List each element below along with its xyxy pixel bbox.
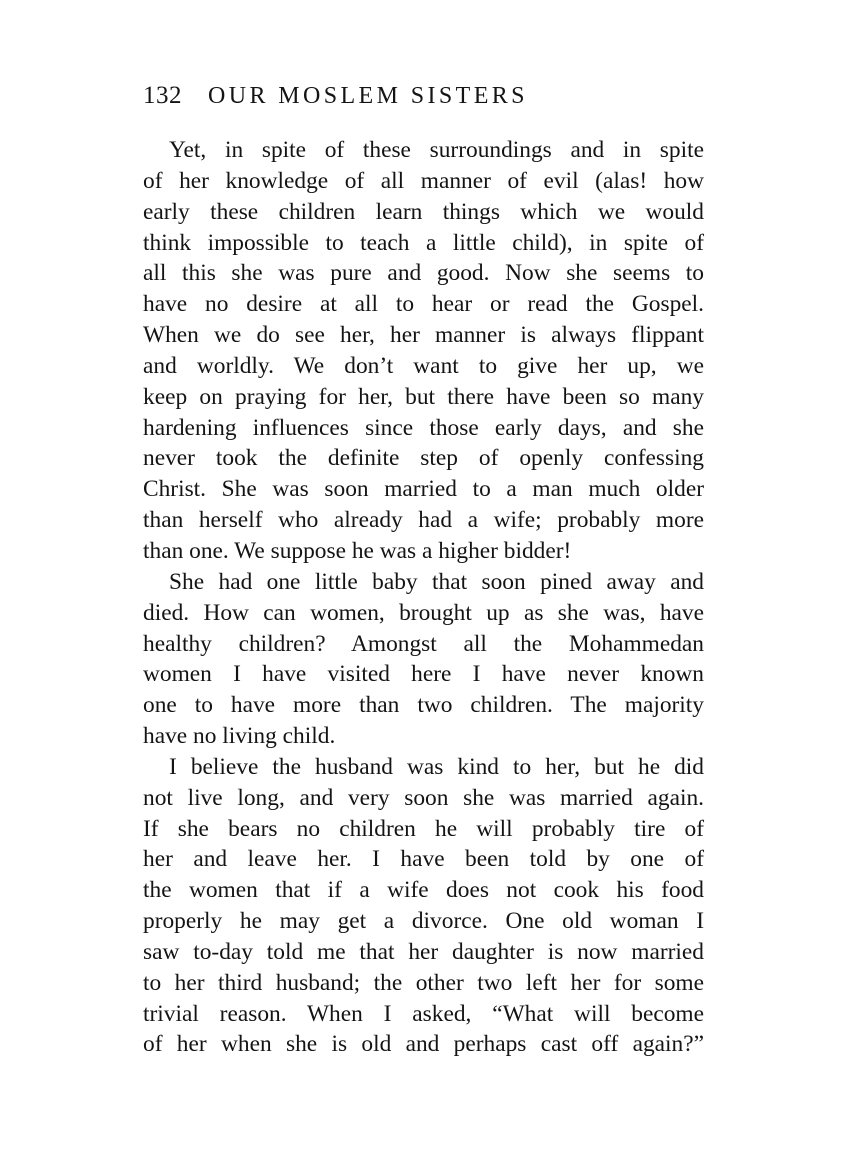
text-line: her and leave her. I have been told by one of (143, 846, 704, 873)
text-line: She had one little baby that soon pined away and (169, 568, 704, 595)
paragraph-3 (143, 752, 704, 1060)
paragraph-1 (143, 135, 704, 567)
text-line: the women that if a wife does not cook his food (143, 877, 704, 904)
text-line: healthy children? Amongst all the Mohammedan (143, 630, 704, 657)
text-line: early these children learn things which we would (143, 198, 704, 225)
text-line: to her third husband; the other two left her for some (143, 969, 704, 996)
text-line: have no living child. (143, 723, 336, 750)
text-line: not live long, and very soon she was married again. (143, 784, 704, 811)
text-line: trivial reason. When I asked, “What will become (143, 1000, 704, 1027)
text-line: never took the definite step of openly confessing (143, 445, 704, 472)
book-title: OUR MOSLEM SISTERS (208, 83, 528, 109)
text-line: think impossible to teach a little child), in spite of (143, 229, 704, 256)
text-line: of her when she is old and perhaps cast off again?” (143, 1031, 704, 1058)
text-line: hardening influences since those early days, and she (143, 414, 704, 441)
text-line: and worldly. We don’t want to give her up, we (143, 352, 704, 379)
text-line: Christ. She was soon married to a man much older (143, 476, 704, 503)
text-line: Yet, in spite of these surroundings and in spite (169, 137, 704, 163)
text-line: women I have visited here I have never known (143, 661, 704, 688)
paragraph-2 (143, 567, 704, 752)
text-line: I believe the husband was kind to her, but he did (169, 753, 704, 780)
text-line: If she bears no children he will probably tire of (143, 815, 704, 842)
text-line: than herself who already had a wife; probably more (143, 507, 704, 534)
text-line: have no desire at all to hear or read the Gospel. (143, 291, 704, 318)
text-line: keep on praying for her, but there have been so many (143, 383, 704, 410)
page-number: 132 (143, 82, 182, 109)
body-text (143, 135, 704, 1060)
text-line: When we do see her, her manner is always flippant (143, 322, 704, 349)
running-head (143, 82, 703, 116)
text-line: all this she was pure and good. Now she seems to (143, 260, 704, 287)
text-line: of her knowledge of all manner of evil (alas! how (143, 167, 704, 194)
text-line: than one. We suppose he was a higher bidder! (143, 537, 572, 564)
text-line: one to have more than two children. The majority (143, 692, 704, 719)
text-line: saw to-day told me that her daughter is now married (143, 938, 704, 965)
text-line: properly he may get a divorce. One old woman I (143, 908, 704, 935)
text-line: died. How can women, brought up as she was, have (143, 599, 704, 626)
